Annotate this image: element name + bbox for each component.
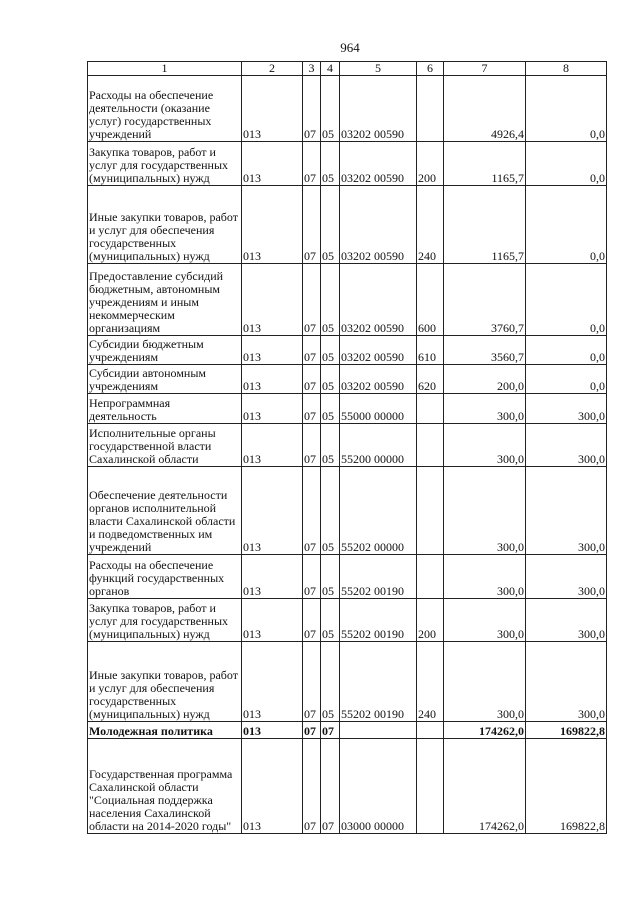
- target-article-code: 03202 00590: [340, 186, 417, 264]
- amount-year-1: 4926,4: [444, 76, 526, 142]
- amount-year-2: 0,0: [526, 365, 607, 394]
- subsection-code: 05: [321, 599, 340, 642]
- subsection-code: 05: [321, 76, 340, 142]
- target-article-code: 03202 00590: [340, 336, 417, 365]
- row-name: Молодежная политика: [88, 722, 242, 739]
- page-number: 964: [340, 40, 360, 55]
- column-header: 8: [526, 62, 607, 76]
- amount-year-1: 200,0: [444, 365, 526, 394]
- row-name: Расходы на обеспечение функций государственных органов: [88, 555, 242, 599]
- budget-table: [87, 61, 607, 834]
- target-article-code: 03202 00590: [340, 264, 417, 336]
- row-name: Непрограммная деятельность: [88, 394, 242, 424]
- amount-year-2: 0,0: [526, 264, 607, 336]
- table-row: [88, 722, 607, 739]
- expense-type-code: 600: [417, 264, 444, 336]
- table-row: [88, 142, 607, 186]
- section-code: 07: [303, 394, 321, 424]
- expense-type-code: [417, 555, 444, 599]
- header-row: [88, 62, 607, 76]
- row-name: Субсидии автономным учреждениям: [88, 365, 242, 394]
- target-article-code: 55202 00190: [340, 642, 417, 722]
- amount-year-1: 1165,7: [444, 186, 526, 264]
- ministry-code: 013: [242, 142, 303, 186]
- amount-year-2: 0,0: [526, 336, 607, 365]
- subsection-code: 05: [321, 424, 340, 467]
- section-code: 07: [303, 642, 321, 722]
- row-name: Иные закупки товаров, работ и услуг для обеспечения государственных (муниципальных) нужд: [88, 186, 242, 264]
- section-code: 07: [303, 467, 321, 555]
- table-row: [88, 467, 607, 555]
- section-code: 07: [303, 722, 321, 739]
- amount-year-2: 300,0: [526, 642, 607, 722]
- target-article-code: 55000 00000: [340, 394, 417, 424]
- amount-year-2: 0,0: [526, 142, 607, 186]
- column-header: 4: [321, 62, 340, 76]
- expense-type-code: [417, 76, 444, 142]
- ministry-code: 013: [242, 599, 303, 642]
- column-header: 2: [242, 62, 303, 76]
- amount-year-1: 300,0: [444, 467, 526, 555]
- expense-type-code: 610: [417, 336, 444, 365]
- column-header: 7: [444, 62, 526, 76]
- row-name: Закупка товаров, работ и услуг для государственных (муниципальных) нужд: [88, 142, 242, 186]
- amount-year-2: 169822,8: [526, 722, 607, 739]
- target-article-code: 55202 00190: [340, 555, 417, 599]
- table-row: [88, 599, 607, 642]
- row-name: Иные закупки товаров, работ и услуг для обеспечения государственных (муниципальных) нужд: [88, 642, 242, 722]
- target-article-code: 03202 00590: [340, 365, 417, 394]
- ministry-code: 013: [242, 555, 303, 599]
- expense-type-code: [417, 739, 444, 834]
- amount-year-2: 169822,8: [526, 739, 607, 834]
- amount-year-2: 300,0: [526, 394, 607, 424]
- amount-year-1: 3760,7: [444, 264, 526, 336]
- row-name: Субсидии бюджетным учреждениям: [88, 336, 242, 365]
- subsection-code: 05: [321, 336, 340, 365]
- amount-year-1: 300,0: [444, 555, 526, 599]
- ministry-code: 013: [242, 186, 303, 264]
- section-code: 07: [303, 264, 321, 336]
- expense-type-code: 620: [417, 365, 444, 394]
- table-row: [88, 186, 607, 264]
- amount-year-1: 300,0: [444, 642, 526, 722]
- row-name: Государственная программа Сахалинской области "Социальная поддержка населения Сахалинской области на 2014-2020 годы": [88, 739, 242, 834]
- section-code: 07: [303, 142, 321, 186]
- row-name: Закупка товаров, работ и услуг для государственных (муниципальных) нужд: [88, 599, 242, 642]
- section-code: 07: [303, 336, 321, 365]
- subsection-code: 05: [321, 186, 340, 264]
- section-code: 07: [303, 739, 321, 834]
- column-header: 3: [303, 62, 321, 76]
- target-article-code: [340, 722, 417, 739]
- table-row: [88, 365, 607, 394]
- target-article-code: 03202 00590: [340, 142, 417, 186]
- table-row: [88, 76, 607, 142]
- column-header: 6: [417, 62, 444, 76]
- target-article-code: 55202 00190: [340, 599, 417, 642]
- row-name: Исполнительные органы государственной власти Сахалинской области: [88, 424, 242, 467]
- expense-type-code: 200: [417, 142, 444, 186]
- row-name: Обеспечение деятельности органов исполнительной власти Сахалинской области и подведомственных им учреждений: [88, 467, 242, 555]
- ministry-code: 013: [242, 424, 303, 467]
- section-code: 07: [303, 424, 321, 467]
- section-code: 07: [303, 365, 321, 394]
- row-name: Предоставление субсидий бюджетным, автономным учреждениям и иным некоммерческим организациям: [88, 264, 242, 336]
- expense-type-code: [417, 467, 444, 555]
- subsection-code: 05: [321, 394, 340, 424]
- target-article-code: 03000 00000: [340, 739, 417, 834]
- subsection-code: 07: [321, 739, 340, 834]
- expense-type-code: 200: [417, 599, 444, 642]
- ministry-code: 013: [242, 642, 303, 722]
- amount-year-2: 300,0: [526, 599, 607, 642]
- subsection-code: 05: [321, 642, 340, 722]
- section-code: 07: [303, 599, 321, 642]
- amount-year-2: 300,0: [526, 555, 607, 599]
- ministry-code: 013: [242, 365, 303, 394]
- subsection-code: 05: [321, 264, 340, 336]
- table-row: [88, 739, 607, 834]
- section-code: 07: [303, 186, 321, 264]
- expense-type-code: 240: [417, 642, 444, 722]
- ministry-code: 013: [242, 467, 303, 555]
- amount-year-1: 300,0: [444, 599, 526, 642]
- ministry-code: 013: [242, 394, 303, 424]
- amount-year-1: 1165,7: [444, 142, 526, 186]
- expense-type-code: 240: [417, 186, 444, 264]
- table-row: [88, 264, 607, 336]
- amount-year-1: 174262,0: [444, 739, 526, 834]
- subsection-code: 05: [321, 467, 340, 555]
- target-article-code: 55200 00000: [340, 424, 417, 467]
- table-row: [88, 642, 607, 722]
- table-row: [88, 394, 607, 424]
- subsection-code: 05: [321, 142, 340, 186]
- ministry-code: 013: [242, 264, 303, 336]
- row-name: Расходы на обеспечение деятельности (оказание услуг) государственных учреждений: [88, 76, 242, 142]
- target-article-code: 03202 00590: [340, 76, 417, 142]
- ministry-code: 013: [242, 722, 303, 739]
- expense-type-code: [417, 424, 444, 467]
- amount-year-2: 300,0: [526, 424, 607, 467]
- section-code: 07: [303, 76, 321, 142]
- column-header: 5: [340, 62, 417, 76]
- amount-year-2: 300,0: [526, 467, 607, 555]
- target-article-code: 55202 00000: [340, 467, 417, 555]
- amount-year-1: 300,0: [444, 394, 526, 424]
- table-row: [88, 424, 607, 467]
- amount-year-2: 0,0: [526, 186, 607, 264]
- amount-year-1: 3560,7: [444, 336, 526, 365]
- column-header: 1: [88, 62, 242, 76]
- table-row: [88, 555, 607, 599]
- amount-year-1: 174262,0: [444, 722, 526, 739]
- ministry-code: 013: [242, 76, 303, 142]
- expense-type-code: [417, 722, 444, 739]
- subsection-code: 05: [321, 555, 340, 599]
- ministry-code: 013: [242, 739, 303, 834]
- amount-year-2: 0,0: [526, 76, 607, 142]
- section-code: 07: [303, 555, 321, 599]
- expense-type-code: [417, 394, 444, 424]
- subsection-code: 07: [321, 722, 340, 739]
- table-row: [88, 336, 607, 365]
- ministry-code: 013: [242, 336, 303, 365]
- subsection-code: 05: [321, 365, 340, 394]
- amount-year-1: 300,0: [444, 424, 526, 467]
